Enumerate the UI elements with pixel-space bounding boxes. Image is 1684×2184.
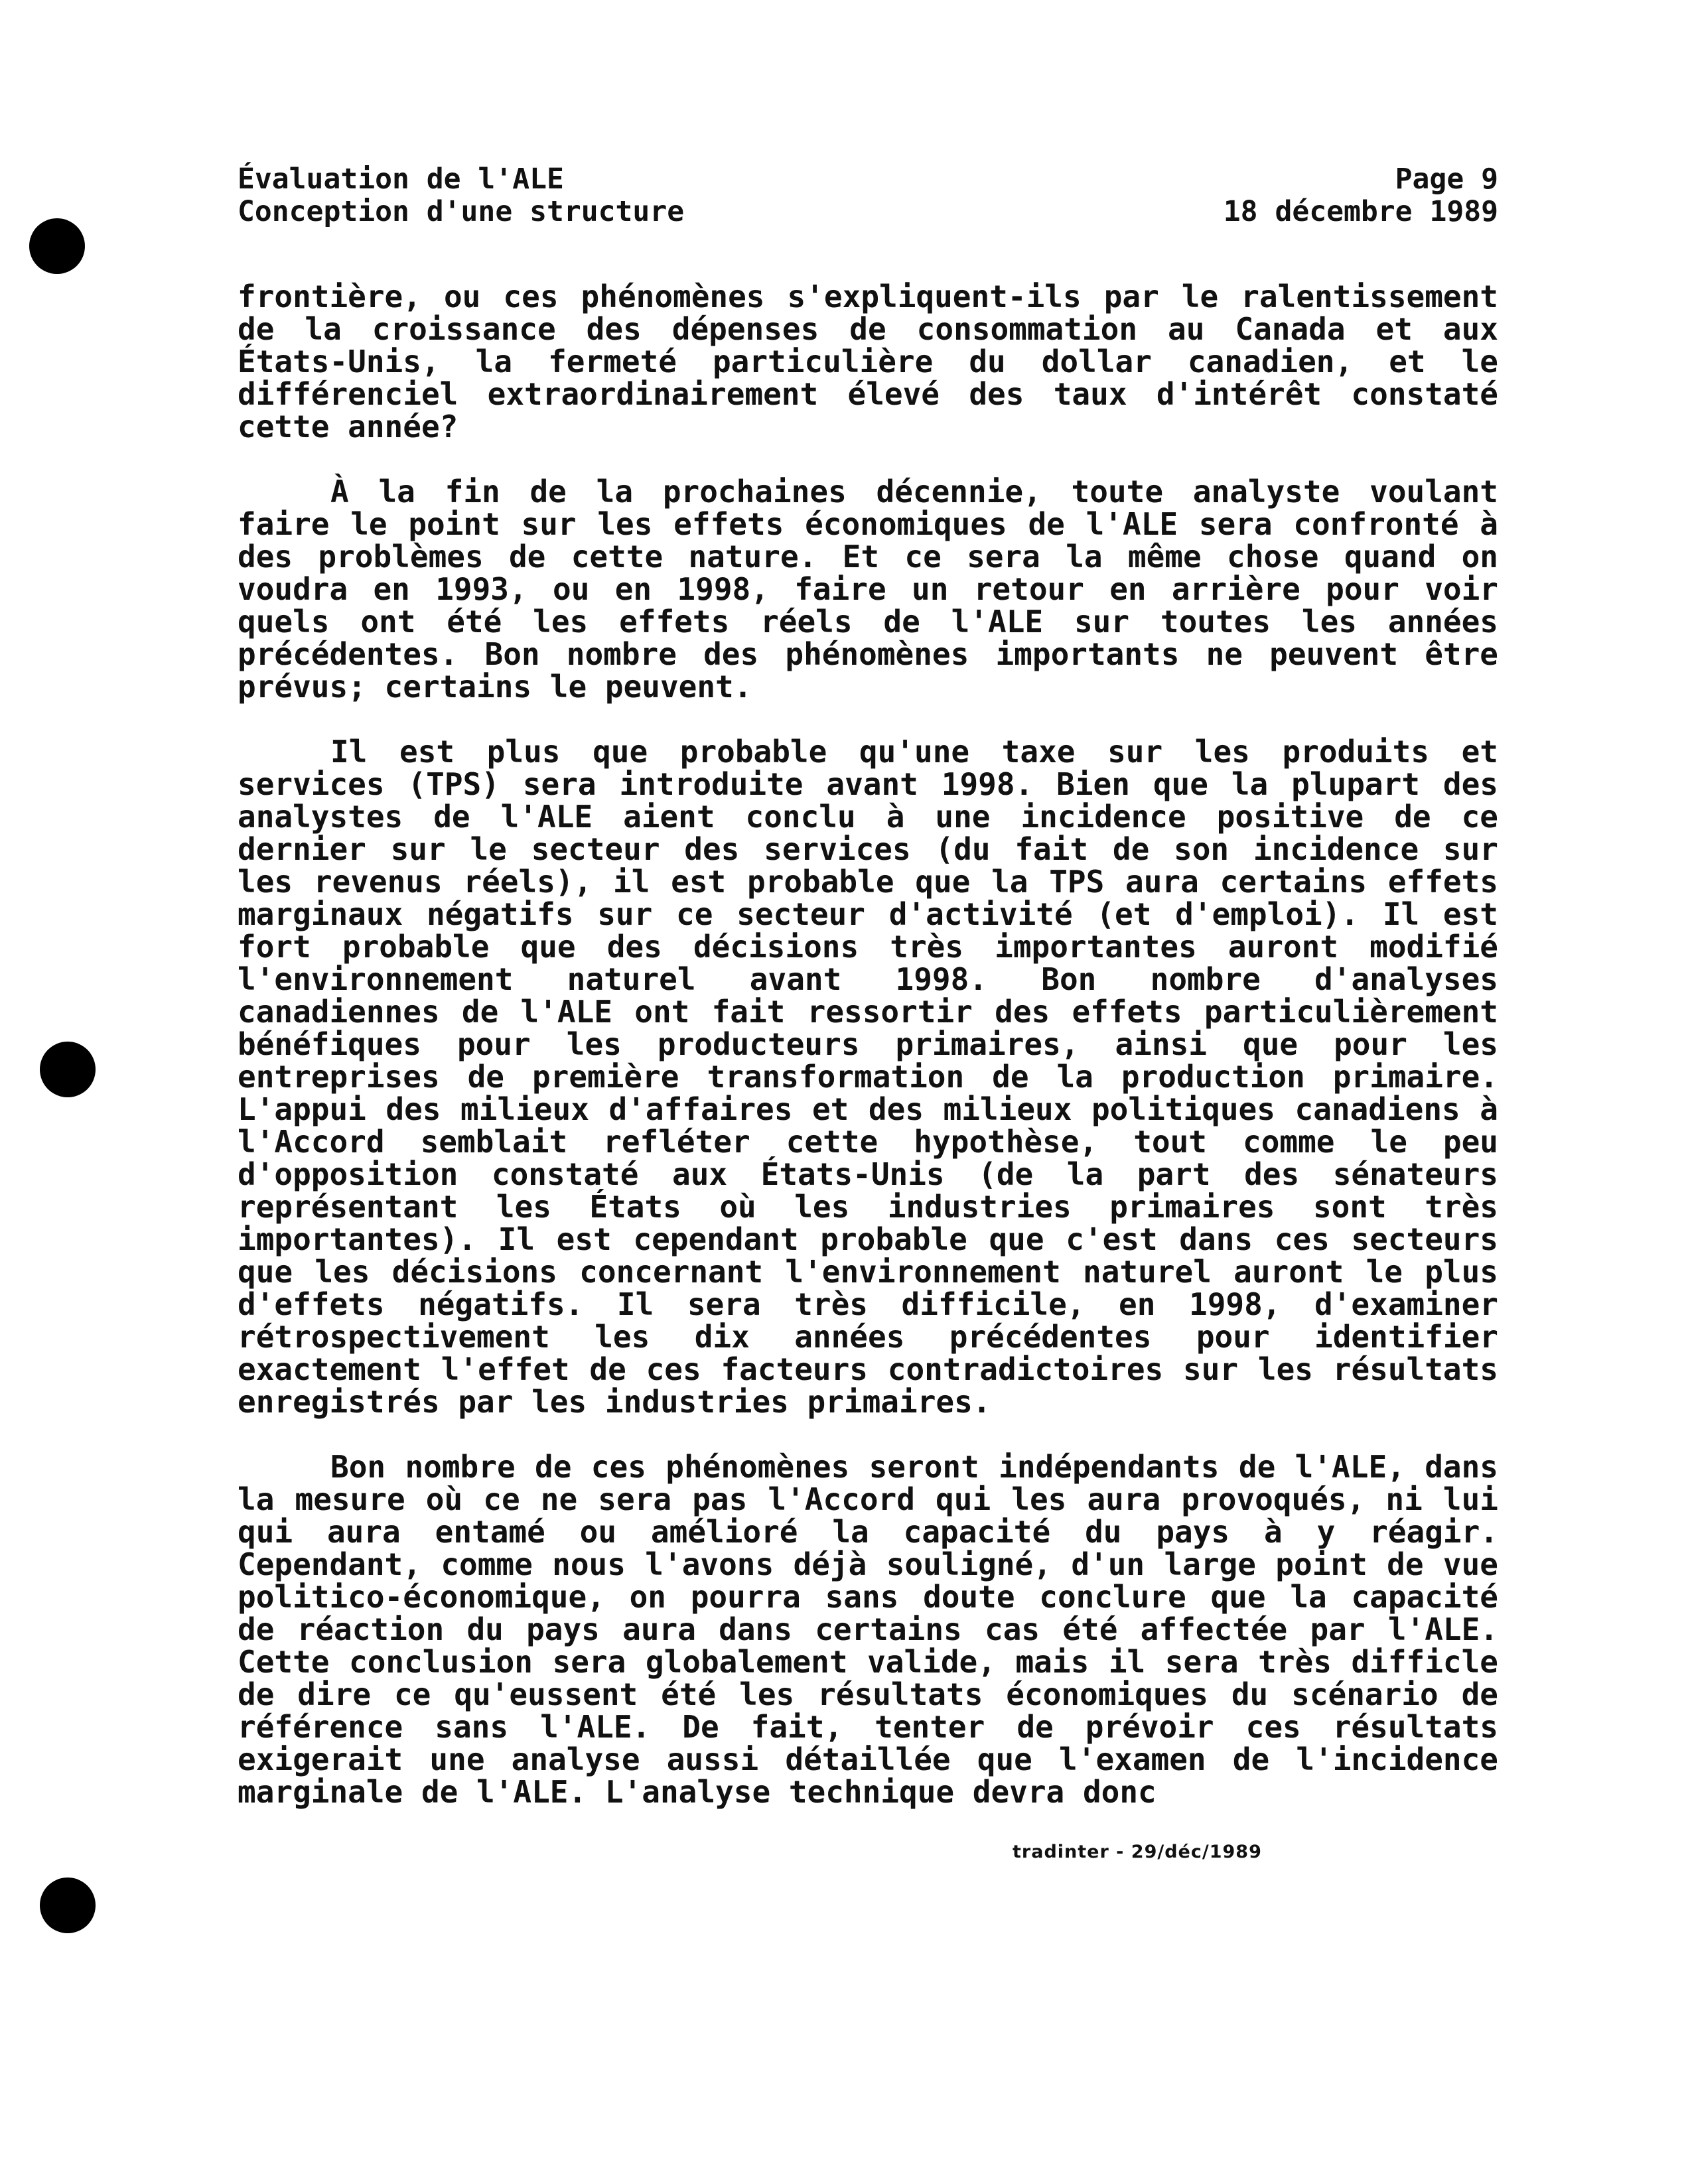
paragraph: Il est plus que probable qu'une taxe sur les produits et services (TPS) sera introduite avant 1998. Bien que la plupart des analystes de l'ALE aient conclu à une incidence positive de ce dernier sur le secteur des services (du fait de son incidence sur les revenus réels), il est probable que la TPS aura certains effets marginaux négatifs sur ce secteur d'activité (et d'emploi). Il est fort probable que des décisions très importantes auront modifié l'environnement naturel avant 1998. Bon nombre d'analyses canadiennes de l'ALE ont fait ressortir des effets particulièrement bénéfiques pour les producteurs primaires, ainsi que pour les entreprises de première transformation de la production primaire. L'appui des milieux d'affaires et des milieux politiques canadiens à l'Accord semblait refléter cette hypothèse, tout comme le peu d'opposition constaté aux États-Unis (de la part des sénateurs représentant les États où les industries primaires sont très importantes). Il est cependant probable que c'est dans ces secteurs que les décisions concernant l'environnement naturel auront le plus d'effets négatifs. Il sera très difficile, en 1998, d'examiner rétrospectivement les dix années précédentes pour identifier exactement l'effet de ces facteurs contradictoires sur les résultats enregistrés par les industries primaires. bbox=[238, 734, 1498, 1420]
punch-hole bbox=[40, 1877, 96, 1933]
body-text bbox=[238, 281, 1498, 1841]
paragraph: À la fin de la prochaines décennie, toute analyste voulant faire le point sur les effets économiques de l'ALE sera confronté à des problèmes de cette nature. Et ce sera la même chose quand on voudra en 1993, ou en 1998, faire un retour en arrière pour voir quels ont été les effets réels de l'ALE sur toutes les années précédentes. Bon nombre des phénomènes importants ne peuvent être prévus; certains le peuvent. bbox=[238, 474, 1498, 705]
page-number: Page 9 bbox=[1395, 163, 1498, 196]
footer-stamp: tradinter - 29/déc/1989 bbox=[1013, 1842, 1262, 1862]
paragraph-continuation: frontière, ou ces phénomènes s'expliquent-ils par le ralentissement de la croissance des dépenses de consommation au Canada et aux États-Unis, la fermeté particulière du dollar canadien, et le différenciel extraordinairement élevé des taux d'intérêt constaté cette année? bbox=[238, 279, 1498, 444]
header-row-2 bbox=[238, 196, 1498, 228]
document-date: 18 décembre 1989 bbox=[1223, 195, 1498, 228]
punch-hole bbox=[40, 1042, 96, 1097]
punch-hole bbox=[29, 218, 85, 274]
document-subtitle: Conception d'une structure bbox=[238, 195, 685, 228]
page-header bbox=[238, 163, 1498, 228]
document-title: Évaluation de l'ALE bbox=[238, 163, 564, 196]
paragraph: Bon nombre de ces phénomènes seront indépendants de l'ALE, dans la mesure où ce ne sera pas l'Accord qui les aura provoqués, ni lui qui aura entamé ou amélioré la capacité du pays à y réagir. Cependant, comme nous l'avons déjà souligné, d'un large point de vue politico-économique, on pourra sans doute conclure que la capacité de réaction du pays aura dans certains cas été affectée par l'ALE. Cette conclusion sera globalement valide, mais il sera très difficle de dire ce qu'eussent été les résultats économiques du scénario de référence sans l'ALE. De fait, tenter de prévoir ces résultats exigerait une analyse aussi détaillée que l'examen de l'incidence marginale de l'ALE. L'analyse technique devra donc bbox=[238, 1449, 1498, 1810]
header-row-1 bbox=[238, 163, 1498, 196]
